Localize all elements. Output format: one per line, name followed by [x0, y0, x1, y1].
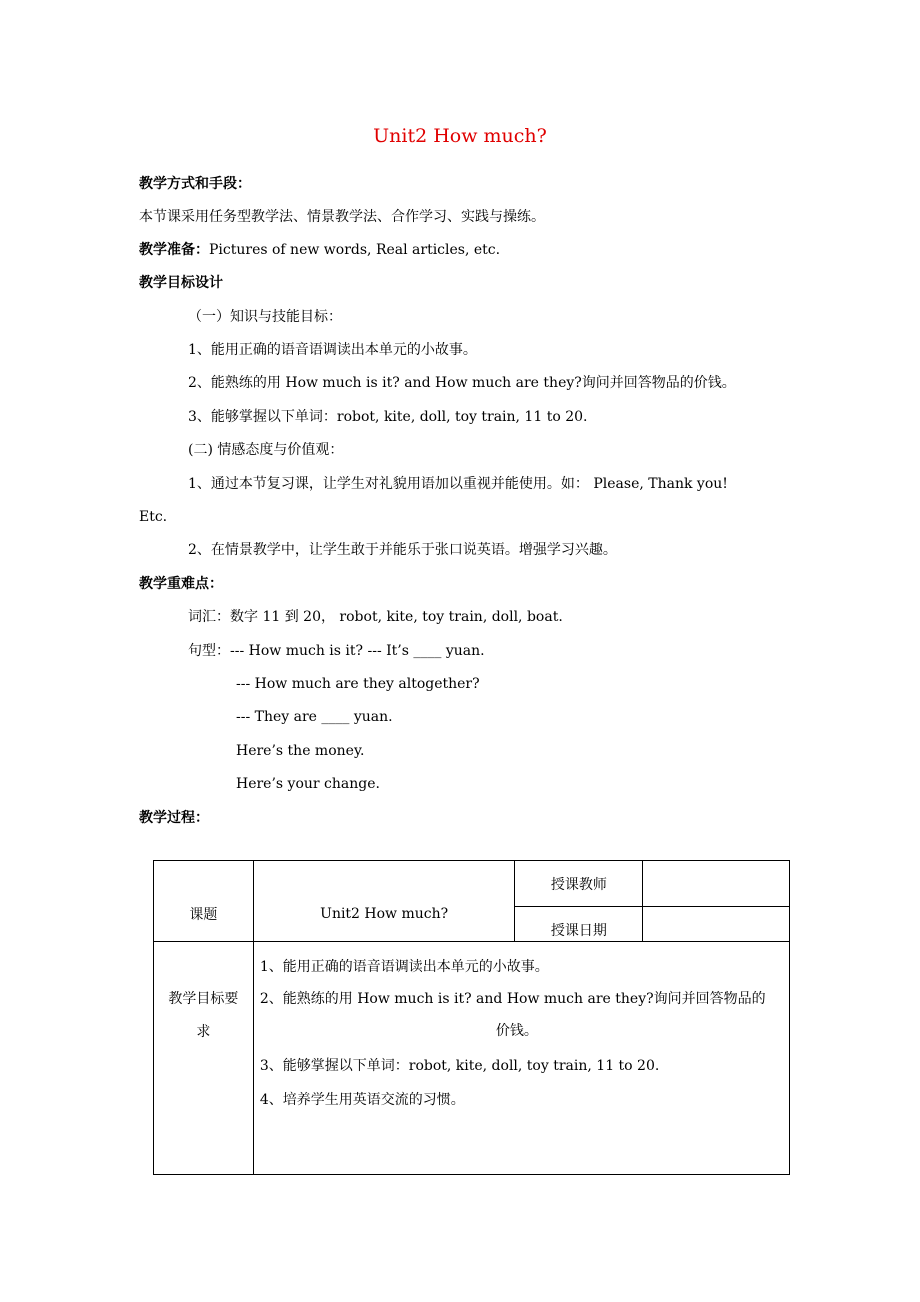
knowledge-item: 1、能用正确的语音语调读出本单元的小故事。 [188, 342, 477, 358]
prep-line [139, 241, 500, 259]
teacher-value [643, 861, 790, 907]
goal-item: 4、培养学生用英语交流的习惯。 [259, 1092, 465, 1108]
goal-item: 3、能够掌握以下单词：robot, kite, doll, toy train, 11 to 20. [259, 1058, 660, 1074]
goal-item: 2、能熟练的用 How much is it? and How much are they?询问并回答物品的 [259, 991, 766, 1007]
prep-label: 教学准备： [139, 242, 209, 258]
emotion-item-continuation: Etc. [139, 509, 168, 525]
pattern-line: Here’s the money. [236, 743, 365, 759]
document-title: Unit2 How much? [373, 125, 547, 147]
goal-item: 1、能用正确的语音语调读出本单元的小故事。 [259, 959, 549, 975]
goals-heading: 教学目标设计 [139, 275, 223, 291]
key-points-heading: 教学重难点： [139, 576, 223, 592]
pattern-line: --- They are ____ yuan. [236, 709, 393, 725]
pattern-line: --- How much are they altogether? [236, 676, 480, 692]
prep-text: Pictures of new words, Real articles, etc. [209, 242, 501, 258]
process-heading: 教学过程： [139, 810, 209, 826]
topic-value: Unit2 How much? [253, 861, 515, 942]
topic-label: 课题 [154, 861, 254, 942]
goals-label-line: 求 [196, 1024, 211, 1040]
knowledge-item: 2、能熟练的用 How much is it? and How much are they?询问并回答物品的价钱。 [188, 375, 736, 391]
date-label: 授课日期 [515, 907, 643, 942]
goals-label-line: 教学目标要 [168, 991, 239, 1007]
goal-item-continuation: 价钱。 [495, 1023, 538, 1039]
date-value [643, 907, 790, 942]
goals-cell [253, 942, 789, 1175]
emotion-heading: (二) 情感态度与价值观： [188, 442, 344, 458]
pattern-line: 句型：--- How much is it? --- It’s ____ yuan. [188, 643, 485, 659]
teacher-label: 授课教师 [515, 861, 643, 907]
goals-label [154, 942, 254, 1175]
emotion-item: 1、通过本节复习课，让学生对礼貌用语加以重视并能使用。如： Please, Thank you! [188, 476, 728, 492]
methods-heading: 教学方式和手段： [139, 176, 251, 192]
methods-text: 本节课采用任务型教学法、情景教学法、合作学习、实践与操练。 [139, 209, 545, 225]
lesson-table [153, 860, 790, 1175]
knowledge-heading: （一）知识与技能目标： [188, 309, 342, 325]
pattern-line: Here’s your change. [236, 776, 380, 792]
knowledge-item: 3、能够掌握以下单词：robot, kite, doll, toy train, 11 to 20. [188, 409, 588, 425]
emotion-item: 2、在情景教学中，让学生敢于并能乐于张口说英语。增强学习兴趣。 [188, 542, 617, 558]
vocab-line: 词汇：数字 11 到 20， robot, kite, toy train, doll, boat. [188, 609, 563, 625]
